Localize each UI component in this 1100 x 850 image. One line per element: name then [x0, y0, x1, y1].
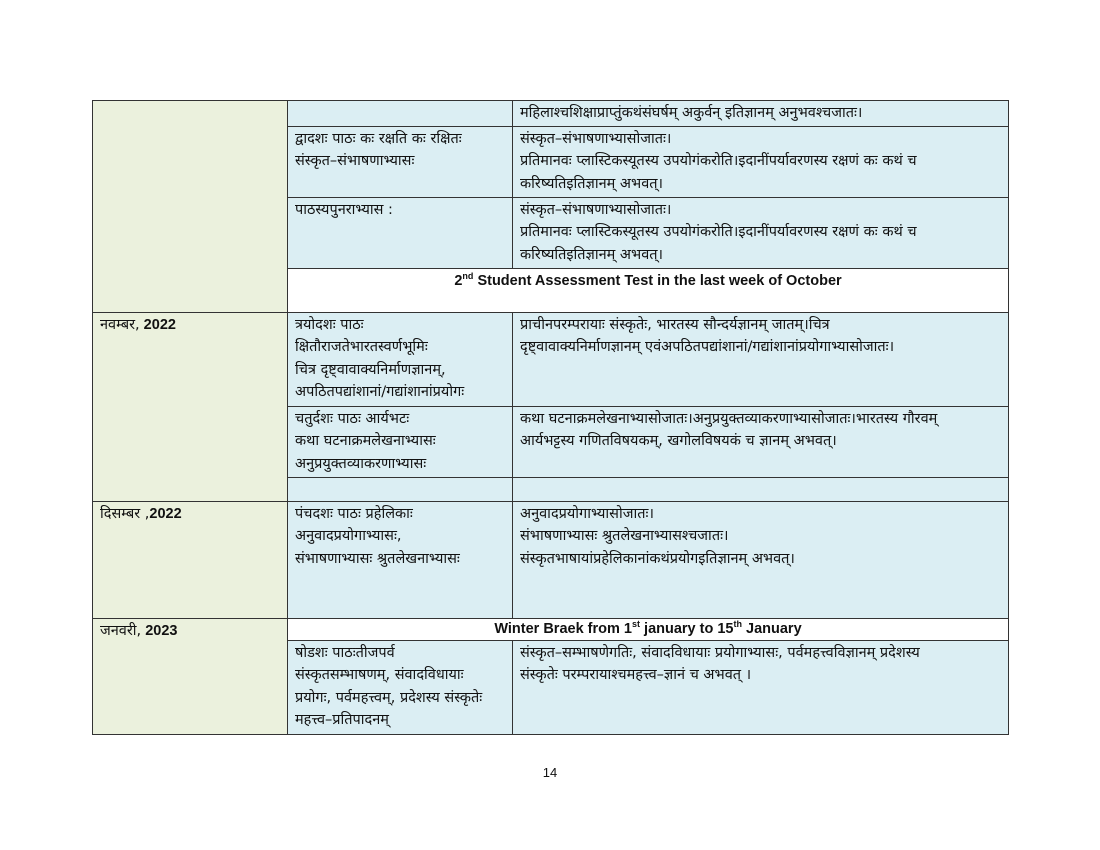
month-cell: [93, 101, 288, 313]
content-line: संस्कृतेः परम्परायाश्चमहत्त्व–ज्ञानं च अभवत् ।: [520, 667, 752, 683]
topic-line: कथा घटनाक्रमलेखनाभ्यासः: [295, 433, 436, 449]
content-cell: [513, 406, 1009, 477]
topic-line: प्रयोगः, पर्वमहत्त्वम्, प्रदेशस्य संस्कृतेः: [295, 689, 483, 706]
month-year: 2022: [149, 505, 182, 522]
content-line: आर्यभट्टस्य गणितविषयकम्, खगोलविषयकं च ज्ञानम् अभवत्।: [520, 433, 837, 449]
topic-line: संस्कृतसम्भाषणम्, संवादविधायाः: [295, 667, 464, 683]
topic-cell: [288, 312, 513, 406]
topic-cell: [288, 640, 513, 734]
content-line: प्रतिमानवः प्लास्टिकस्यूतस्य उपयोगंकरोति।इदानींपर्यावरणस्य रक्षणं कः कथं च: [520, 224, 917, 240]
winter-break-banner: [288, 618, 1009, 640]
content-cell: [513, 126, 1009, 197]
content-line: दृष्ट्वावाक्यनिर्माणज्ञानम् एवंअपठितपद्यांशानां/गद्यांशानांप्रयोगाभ्यासोजातः।: [520, 339, 895, 355]
topic-cell: [288, 406, 513, 477]
content-line: करिष्यतिइतिज्ञानम् अभवत्।: [520, 175, 664, 192]
topic-line: चित्र दृष्ट्वावाक्यनिर्माणज्ञानम्,: [295, 361, 446, 378]
banner-text: 2: [454, 272, 463, 289]
topic-cell: [288, 501, 513, 618]
banner-text: Student Assessment Test in the last week of October: [473, 272, 842, 289]
content-cell: [513, 197, 1009, 268]
topic-line: अनुप्रयुक्तव्याकरणाभ्यासः: [295, 455, 427, 472]
content-cell: [513, 501, 1009, 618]
content-line: संभाषणाभ्यासः श्रुतलेखनाभ्यासश्चजातः।: [520, 528, 729, 544]
month-name: जनवरी,: [100, 622, 142, 639]
content-cell: [513, 101, 1009, 127]
table-row: [93, 618, 1009, 640]
topic-line: महत्त्व–प्रतिपादनम्: [295, 712, 389, 728]
month-year: 2023: [141, 622, 178, 639]
month-cell: [93, 501, 288, 618]
topic-line: पाठस्यपुनराभ्यास :: [295, 201, 393, 218]
content-line: संस्कृत–सम्भाषणेगतिः, संवादविधायाः प्रयोगाभ्यासः, पर्वमहत्त्वविज्ञानम् प्रदेशस्य: [520, 644, 920, 661]
content-line: संस्कृत–संभाषणाभ्यासोजातः।: [520, 130, 672, 147]
table-row: [93, 101, 1009, 127]
topic-cell: [288, 101, 513, 127]
topic-line: चतुर्दशः पाठः आर्यभटः: [295, 410, 410, 427]
content-line: अनुवादप्रयोगाभ्यासोजातः।: [520, 505, 654, 522]
month-cell: [93, 618, 288, 734]
topic-line: संस्कृत–संभाषणाभ्यासः: [295, 153, 415, 169]
content-cell: [513, 477, 1009, 501]
content-line: महिलाश्चशिक्षाप्राप्तुंकथंसंघर्षम् अकुर्वन् इतिज्ञानम् अनुभवश्चजातः।: [520, 105, 863, 121]
content-line: प्रतिमानवः प्लास्टिकस्यूतस्य उपयोगंकरोति।इदानींपर्यावरणस्य रक्षणं कः कथं च: [520, 153, 917, 169]
topic-line: अनुवादप्रयोगाभ्यासः,: [295, 528, 402, 544]
topic-cell: [288, 197, 513, 268]
content-line: प्राचीनपरम्परायाः संस्कृतेः, भारतस्य सौन्दर्यज्ञानम् जातम्।चित्र: [520, 316, 830, 333]
content-line: कथा घटनाक्रमलेखनाभ्यासोजातः।अनुप्रयुक्तव्याकरणाभ्यासोजातः।भारतस्य गौरवम्: [520, 410, 938, 427]
content-line: संस्कृतभाषायांप्रहेलिकानांकथंप्रयोगइतिज्ञानम् अभवत्।: [520, 550, 795, 567]
page-number: 14: [542, 765, 558, 780]
table-row: [93, 501, 1009, 618]
banner-text: january to 15: [640, 620, 734, 637]
banner-text: Winter Braek from 1: [494, 620, 632, 637]
topic-line: क्षितौराजतेभारतस्वर्णभूमिः: [295, 339, 428, 355]
topic-line: षोडशः पाठःतीजपर्व: [295, 644, 395, 661]
topic-line: द्वादशः पाठः कः रक्षति कः रक्षितः: [295, 130, 462, 147]
topic-line: अपठितपद्यांशानां/गद्यांशानांप्रयोगः: [295, 384, 465, 400]
banner-superscript: st: [632, 618, 641, 629]
content-line: करिष्यतिइतिज्ञानम् अभवत्।: [520, 246, 664, 263]
month-name: दिसम्बर ,: [100, 505, 150, 522]
content-cell: [513, 312, 1009, 406]
topic-cell: [288, 126, 513, 197]
content-line: संस्कृत–संभाषणाभ्यासोजातः।: [520, 201, 672, 218]
syllabus-table: [92, 100, 1009, 735]
topic-line: पंचदशः पाठः प्रहेलिकाः: [295, 505, 413, 522]
topic-line: संभाषणाभ्यासः श्रुतलेखनाभ्यासः: [295, 550, 460, 567]
banner-superscript: nd: [462, 270, 474, 281]
month-cell: [93, 312, 288, 501]
month-year: 2022: [139, 316, 176, 333]
banner-text: January: [742, 620, 802, 637]
topic-line: त्रयोदशः पाठः: [295, 316, 364, 333]
banner-superscript: th: [733, 618, 742, 629]
topic-cell: [288, 477, 513, 501]
table-row: [93, 312, 1009, 406]
assessment-banner: [288, 268, 1009, 312]
content-cell: [513, 640, 1009, 734]
month-name: नवम्बर,: [100, 316, 140, 333]
